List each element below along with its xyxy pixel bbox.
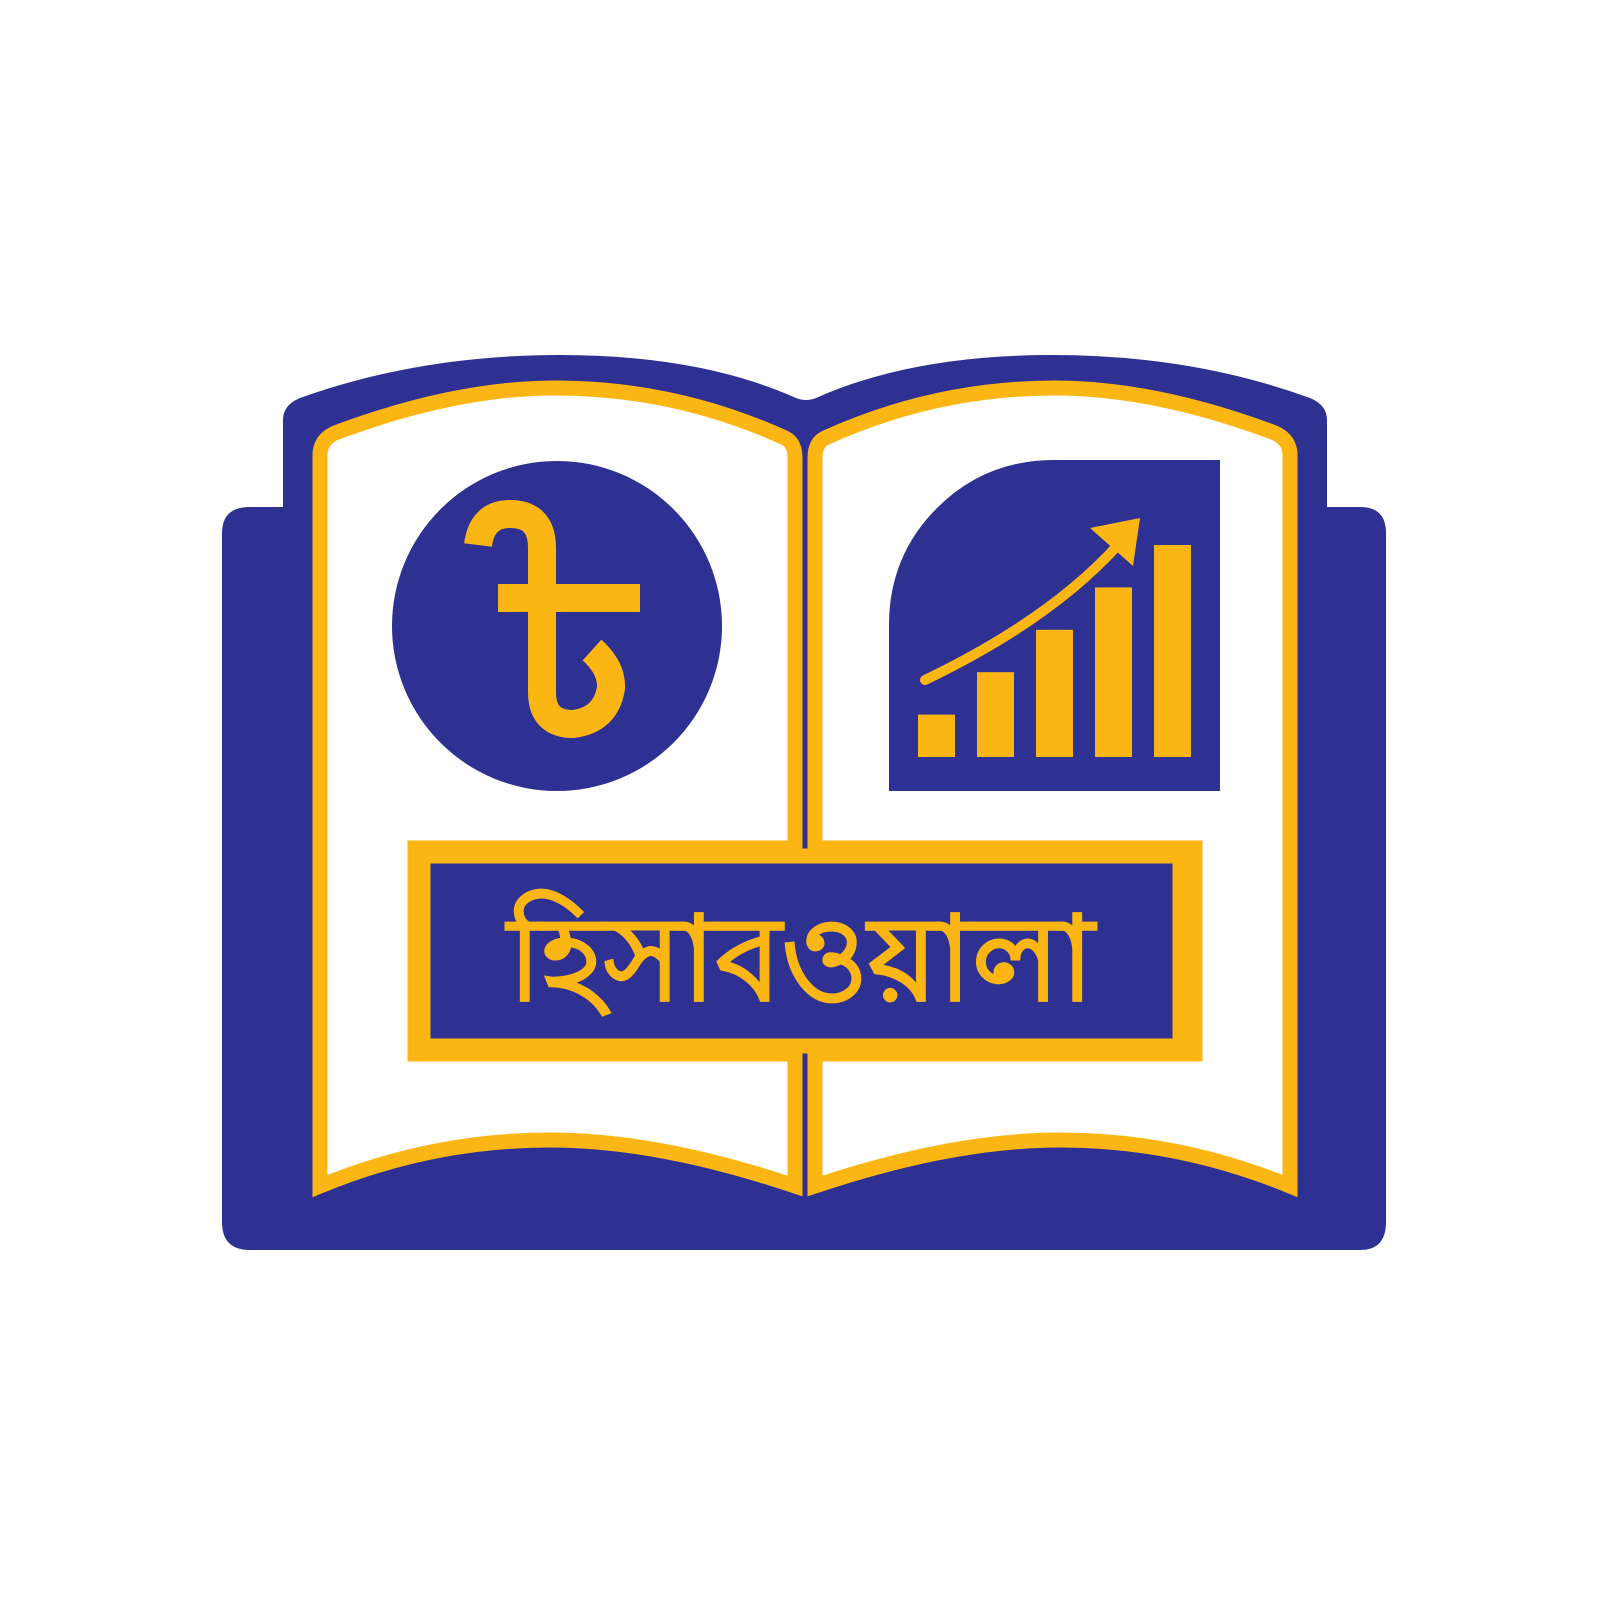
- growth-bar: [977, 672, 1014, 757]
- growth-chart-icon: [889, 460, 1220, 791]
- growth-bar: [1036, 630, 1073, 757]
- growth-bar: [1154, 545, 1191, 757]
- growth-bar: [1095, 587, 1132, 757]
- brand-wordmark: হিসাবওয়ালা: [507, 890, 1095, 1028]
- taka-coin-icon: [392, 461, 722, 791]
- growth-bar: [918, 715, 955, 757]
